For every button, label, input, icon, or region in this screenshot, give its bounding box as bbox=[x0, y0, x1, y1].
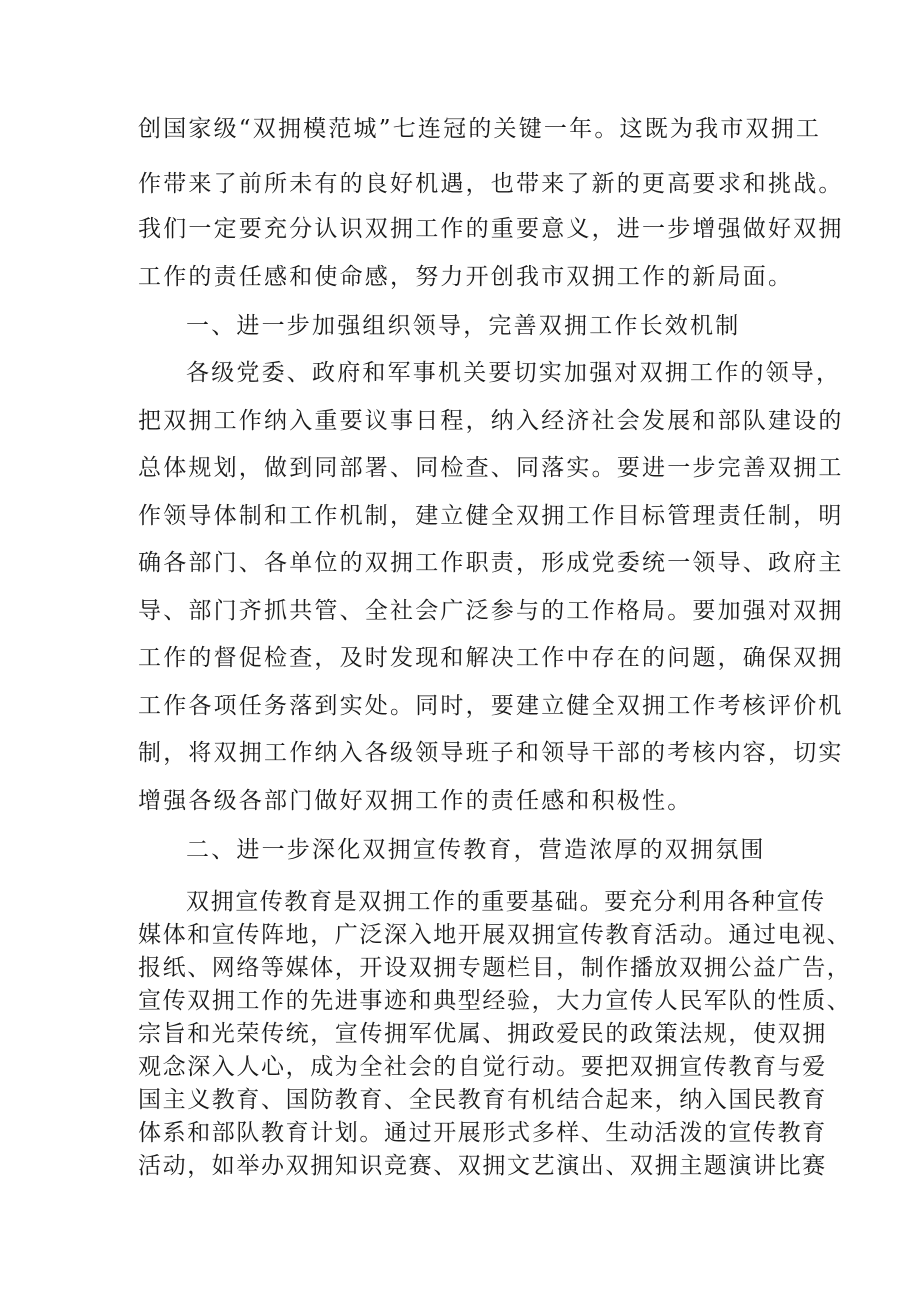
section1-line-5: 确各部门、各单位的双拥工作职责，形成党委统一领导、政府主 bbox=[138, 550, 844, 576]
intro-line-3: 我们一定要充分认识双拥工作的重要意义，进一步增强做好双拥 bbox=[138, 216, 844, 242]
section1-line-2: 把双拥工作纳入重要议事日程，纳入经济社会发展和部队建设的 bbox=[138, 408, 844, 434]
intro-line-1: 创国家级“双拥模范城”七连冠的关键一年。这既为我市双拥工 bbox=[138, 116, 822, 142]
section1-line-9: 制，将双拥工作纳入各级领导班子和领导干部的考核内容，切实 bbox=[138, 740, 844, 766]
section1-line-6: 导、部门齐抓共管、全社会广泛参与的工作格局。要加强对双拥 bbox=[138, 598, 844, 624]
section1-line-4: 作领导体制和工作机制，建立健全双拥工作目标管理责任制，明 bbox=[138, 503, 844, 529]
section1-heading: 一、进一步加强组织领导，完善双拥工作长效机制 bbox=[186, 313, 741, 339]
section2-line-8: 体系和部队教育计划。通过开展形式多样、生动活泼的宣传教育 bbox=[138, 1120, 827, 1146]
section2-line-3: 报纸、网络等媒体，开设双拥专题栏目，制作播放双拥公益广告， bbox=[138, 955, 852, 981]
section2-line-9: 活动，如举办双拥知识竞赛、双拥文艺演出、双拥主题演讲比赛 bbox=[138, 1153, 827, 1179]
section1-line-3: 总体规划，做到同部署、同检查、同落实。要进一步完善双拥工 bbox=[138, 455, 844, 481]
intro-line-2: 作带来了前所未有的良好机遇，也带来了新的更高要求和挑战。 bbox=[138, 171, 844, 197]
section2-line-2: 媒体和宣传阵地，广泛深入地开展双拥宣传教育活动。通过电视、 bbox=[138, 922, 852, 948]
section2-line-7: 国主义教育、国防教育、全民教育有机结合起来，纳入国民教育 bbox=[138, 1087, 827, 1113]
section2-line-5: 宗旨和光荣传统，宣传拥军优属、拥政爱民的政策法规，使双拥 bbox=[138, 1021, 827, 1047]
section2-line-1: 双拥宣传教育是双拥工作的重要基础。要充分利用各种宣传 bbox=[186, 889, 826, 915]
section2-line-6: 观念深入人心，成为全社会的自觉行动。要把双拥宣传教育与爱 bbox=[138, 1054, 827, 1080]
intro-line-4: 工作的责任感和使命感，努力开创我市双拥工作的新局面。 bbox=[138, 264, 794, 290]
section1-line-7: 工作的督促检查，及时发现和解决工作中存在的问题，确保双拥 bbox=[138, 645, 844, 671]
section1-line-10: 增强各级各部门做好双拥工作的责任感和积极性。 bbox=[138, 788, 693, 814]
section2-heading: 二、进一步深化双拥宣传教育，营造浓厚的双拥氛围 bbox=[186, 837, 766, 863]
section1-line-1: 各级党委、政府和军事机关要切实加强对双拥工作的领导， bbox=[186, 360, 842, 386]
section1-line-8: 工作各项任务落到实处。同时，要建立健全双拥工作考核评价机 bbox=[138, 693, 844, 719]
section2-line-4: 宣传双拥工作的先进事迹和典型经验，大力宣传人民军队的性质、 bbox=[138, 988, 852, 1014]
